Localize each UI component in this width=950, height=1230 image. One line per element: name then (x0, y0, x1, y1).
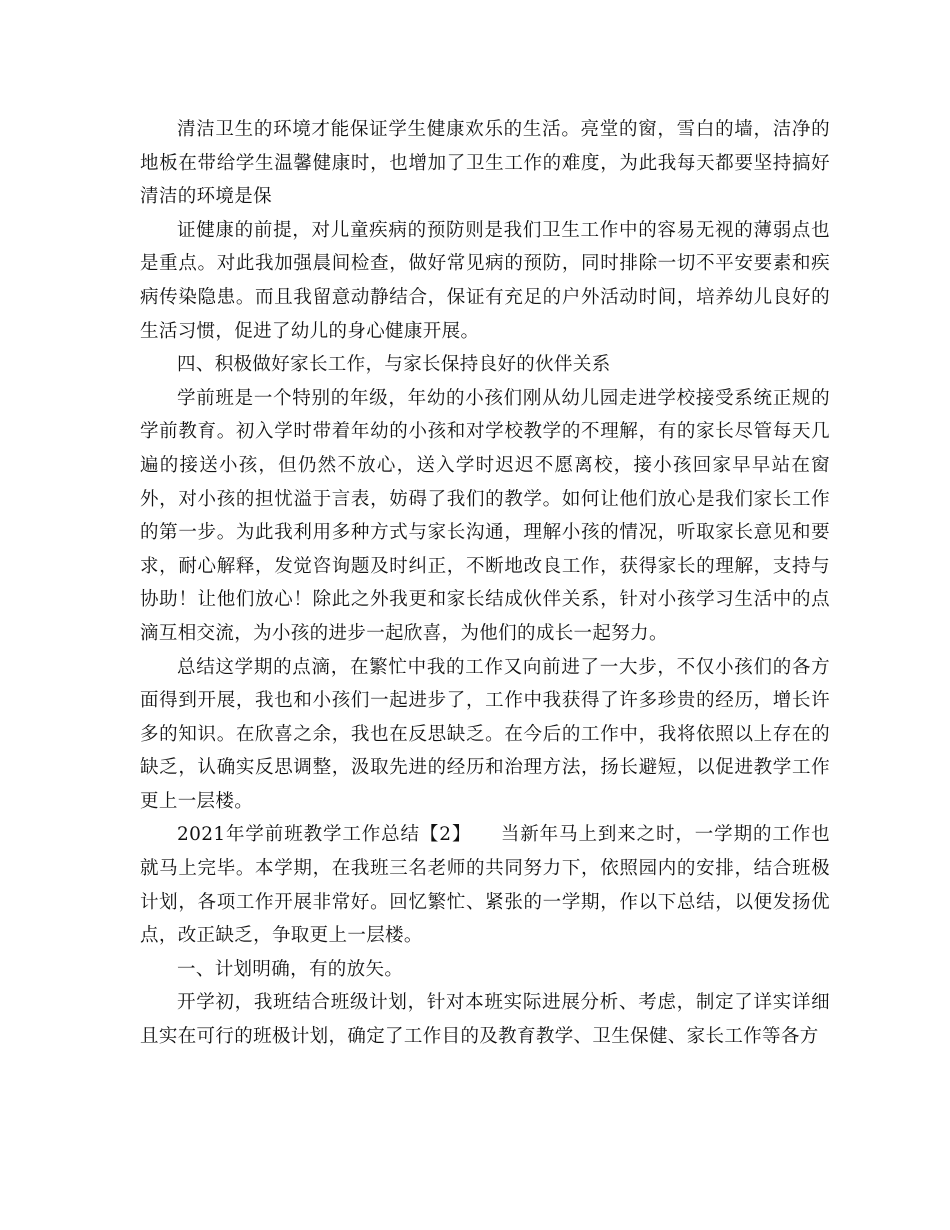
paragraph-disease-prevention: 证健康的前提，对儿童疾病的预防则是我们卫生工作中的容易无视的薄弱点也是重点。对此我加强晨间检查，做好常见病的预防，同时排除一切不平安要素和疾病传染隐患。而且我留意动静结合，保证有充足的户外活动时间，培养幼儿良好的生活习惯，促进了幼儿的身心健康开展。 (140, 219, 830, 342)
section-heading-parent-work: 四、积极做好家长工作，与家长保持良好的伙伴关系 (177, 354, 611, 376)
paragraph-semester-summary: 总结这学期的点滴，在繁忙中我的工作又向前进了一大步，不仅小孩们的各方面得到开展，我也和小孩们一起进步了，工作中我获得了许多珍贵的经历，增长许多的知识。在欣喜之余，我也在反思缺乏。在今后的工作中，我将依照以上存在的缺乏，认确实反思调整，汲取先进的经历和治理方法，扬长避短，以促进教学工作更上一层楼。 (140, 656, 830, 812)
paragraph-summary-2-intro: 2021年学前班教学工作总结【2】 当新年马上到来之时，一学期的工作也就马上完毕。本学期，在我班三名老师的共同努力下，依照园内的安排，结合班极计划，各项工作开展非常好。回忆繁忙、紧张的一学期，作以下总结，以便发扬优点，改正缺乏，争取更上一层楼。 (140, 824, 830, 947)
section-heading-clear-plan: 一、计划明确，有的放矢。 (177, 958, 404, 980)
paragraph-parent-communication: 学前班是一个特别的年级，年幼的小孩们刚从幼儿园走进学校接受系统正规的学前教育。初入学时带着年幼的小孩和对学校教学的不理解，有的家长尽管每天几遍的接送小孩，但仍然不放心，送入学时迟迟不愿离校，接小孩回家早早站在窗外，对小孩的担忧溢于言表，妨碍了我们的教学。如何让他们放心是我们家长工作的第一步。为此我利用多种方式与家长沟通，理解小孩的情况，听取家长意见和要求，耐心解释，发觉咨询题及时纠正，不断地改良工作，获得家长的理解，支持与协助！让他们放心！除此之外我更和家长结成伙伴关系，针对小孩学习生活中的点滴互相交流，为小孩的进步一起欣喜，为他们的成长一起努力。 (140, 387, 830, 644)
paragraph-class-plan: 开学初，我班结合班级计划，针对本班实际进展分析、考虑，制定了详实详细且实在可行的班极计划，确定了工作目的及教育教学、卫生保健、家长工作等各方 (140, 992, 830, 1048)
paragraph-hygiene-environment: 清洁卫生的环境才能保证学生健康欢乐的生活。亮堂的窗，雪白的墙，洁净的地板在带给学生温馨健康时，也增加了卫生工作的难度，为此我每天都要坚持搞好清洁的环境是保 (140, 119, 830, 208)
document-body (140, 113, 830, 1054)
